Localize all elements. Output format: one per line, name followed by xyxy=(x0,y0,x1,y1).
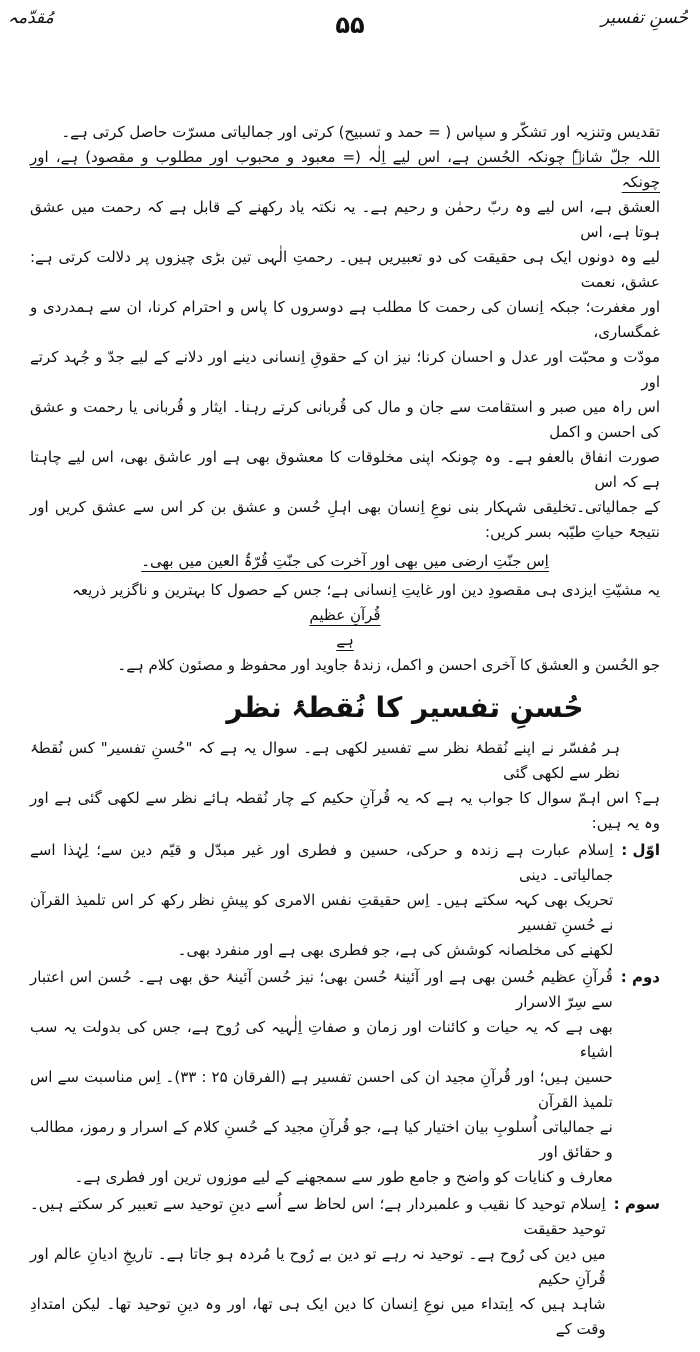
text-line: نے جمالیاتی اُسلوبِ بیان اختیار کیا ہے، جو قُرآنِ مجید کے حُسنِ کلام کے اسرار و رموز، مطالب و حقائق اور xyxy=(30,1118,613,1161)
text-line: معارف و کنایات کو واضح و جامع طور سے سمجھنے کے لیے موزوں ترین اور فطری ہے۔ xyxy=(74,1168,613,1186)
text-line: شاہد ہیں کہ اِبتداء میں نوعِ اِنسان کا دین ایک ہی تھا، اور وہ دینِ توحید تھا۔ لیکن امتدادِ وقت کے xyxy=(30,1295,606,1338)
text-line: اللہ جلّ شانہٗ چونکہ الحُسن ہے، اس لیے اِلٰہ (= معبود و محبوب اور مطلوب و مقصود) ہے، اور چونکہ xyxy=(30,148,660,191)
text-line: لیے وہ دونوں ایک ہی حقیقت کی دو تعبیریں ہیں۔ رحمتِ الٰہی تین بڑی چیزوں پر دلالت کرتی ہے: عشق، نعمت xyxy=(30,248,660,291)
page-body xyxy=(0,60,700,1352)
section-body xyxy=(30,736,660,1342)
quran-line: ہے xyxy=(336,631,354,649)
text-line: تحریک بھی کہہ سکتے ہیں۔ اِس حقیقتِ نفس الامری کو پیشِ نظر رکھ کر اس تلمیذ القرآن نے حُسنِ تفسیر xyxy=(30,891,614,934)
text-line: اور مغفرت؛ جبکہ اِنسان کی رحمت کا مطلب ہے دوسروں کا پاس و احترام کرنا، ان سے ہمدردی و غمگساری، xyxy=(30,298,660,341)
text-line: صورت انفاق بالعفو ہے۔ وہ چونکہ اپنی مخلوقات کا معشوق بھی ہے اور عاشق بھی، اس لیے چاہتا ہے کہ اس xyxy=(30,448,660,491)
text-line: کے جمالیاتی۔تخلیقی شہکار بنی نوعِ اِنسان بھی اہلِ حُسن و عشق بن کر اس سے عشق کریں اور نتیجۃً حیاتِ طیّبہ بسر کریں: xyxy=(30,498,660,541)
text-line: ہے؟ اس اہمّ سوال کا جواب یہ ہے کہ یہ قُرآنِ حکیم کے چار نُقطہ ہائے نظر سے لکھی گئی ہے اور وہ یہ ہیں: xyxy=(30,789,660,832)
point-first xyxy=(30,838,660,963)
text-line: اِسلام توحید کا نقیب و علمبردار ہے؛ اس لحاظ سے اُسے دینِ توحید سے تعبیر کر سکتے ہیں۔ توحید حقیقت xyxy=(30,1195,606,1238)
text-line: العشق ہے، اس لیے وہ ربّ رحمٰن و رحیم ہے۔ یہ نکتہ یاد رکھنے کے قابل ہے کہ رحمت میں عشق ہوتا ہے، اس xyxy=(30,198,660,241)
book-title: حُسنِ تفسیر xyxy=(600,8,688,28)
quran-line: قُرآنِ عظیم xyxy=(309,606,381,624)
text-line: بھی ہے کہ یہ حیات و کائنات اور زمان و صفاتِ اِلٰہیہ کی رُوح ہے، جس کی بدولت یہ سب اشیاء xyxy=(30,1018,613,1061)
text-line: قُرآنِ عظیم حُسن بھی ہے اور آئینۂ حُسن بھی؛ نیز حُسن آئینۂ حق بھی ہے۔ حُسن اس اعتبار سے سِرّ الاسرار xyxy=(30,968,613,1011)
text-line: اِسلام عبارت ہے زندہ و حرکی، حسین و فطری اور غیر مبدّل و قیّم دین سے؛ لِہٰذا اسے جمالیاتی۔ دینی xyxy=(30,841,614,884)
section-heading: حُسنِ تفسیر کا نُقطۂ نظر xyxy=(226,691,584,724)
text-line: حسین ہیں؛ اور قُرآنِ مجید ان کی احسن تفسیر ہے (الفرقان ۲۵ : ۳۳)۔ اِس مناسبت سے اس تلمیذ القرآن xyxy=(30,1068,613,1111)
text-line: اس راہ میں صبر و استقامت سے جان و مال کی قُربانی کرتے رہنا۔ ایثار و قُربانی یا رحمت و عشق کی احسن و اکمل xyxy=(30,398,660,441)
text-line: ہر مُفسّر نے اپنے نُقطۂ نظر سے تفسیر لکھی ہے۔ سوال یہ ہے کہ "حُسنِ تفسیر" کس نُقطۂ نظر سے لکھی گئی xyxy=(30,739,620,782)
text-line: جو الحُسن و العشق کا آخری احسن و اکمل، زندۂ جاوید اور محفوظ و مصئون کلام ہے۔ xyxy=(117,656,660,674)
text-line: لکھنے کی مخلصانہ کوشش کی ہے، جو فطری بھی ہے اور منفرد بھی۔ xyxy=(177,941,614,959)
text-line: مودّت و محبّت اور عدل و احسان کرنا؛ نیز ان کے حقوقِ اِنسانی دینے اور دلانے کے لیے جدّ و جُہد کرتے اور xyxy=(30,348,660,391)
point-third xyxy=(30,1192,660,1342)
section-title: مُقدّمہ xyxy=(8,8,54,28)
point-label: سوم : xyxy=(613,1195,660,1213)
text-line: میں دین کی رُوح ہے۔ توحید نہ رہے تو دین بے رُوح یا مُردہ ہو جاتا ہے۔ تاریخِ ادیانِ عالم اور قُرآنِ حکیم xyxy=(30,1245,606,1288)
point-label: اوّل : xyxy=(621,841,660,859)
page-header xyxy=(0,0,700,60)
page-number: ۵۵ xyxy=(335,11,365,39)
intro-paragraph xyxy=(30,120,660,678)
point-second xyxy=(30,965,660,1190)
text-line: یہ مشیّتِ ایزدی ہی مقصودِ دین اور غایتِ اِنسانی ہے؛ جس کے حصول کا بہترین و ناگزیر ذریعہ xyxy=(72,581,660,599)
point-label: دوم : xyxy=(620,968,660,986)
quote-line: اِس جنّتِ ارضی میں بھی اور آخرت کی جنّتِ قُرّۃُ العین میں بھی۔ xyxy=(141,552,549,570)
text-line: تقدیس وتنزیہ اور تشکّر و سپاس ( = حمد و تسبیح) کرتی اور جمالیاتی مسرّت حاصل کرتی ہے۔ xyxy=(61,123,660,141)
